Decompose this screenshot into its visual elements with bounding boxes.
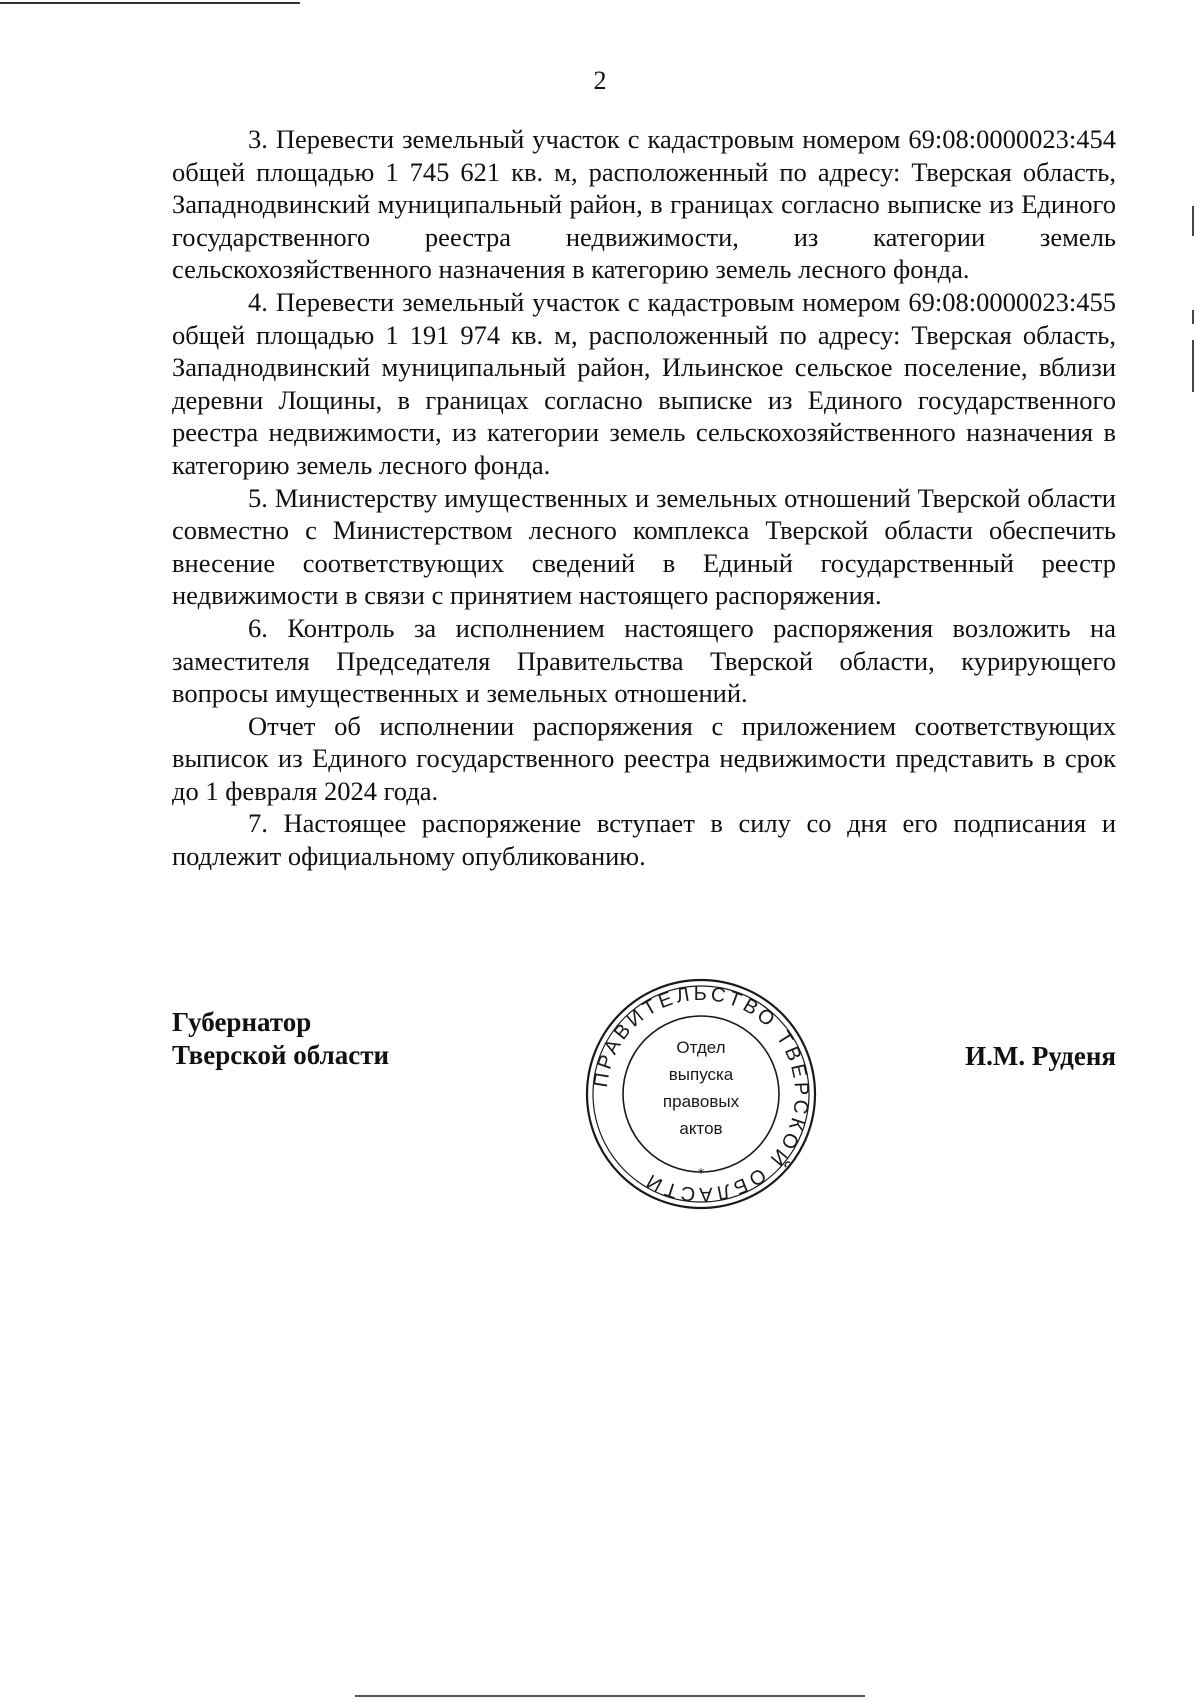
seal-ring-textpath: ПРАВИТЕЛЬСТВО ТВЕРСКОЙ ОБЛАСТИ [589,982,813,1206]
official-seal-stamp [584,977,818,1211]
scan-bottom-edge-line [355,1695,865,1697]
scan-margin-mark [1192,340,1194,392]
paragraph-item-5: 5. Министерству имущественных и земельных отношений Тверской области совместно с Министерством лесного комплекса Тверской области обеспечить внесение соответствующих сведений в Единый государственный реестр недвижимости в связи с принятием настоящего распоряжения. [172,482,1116,611]
seal-center-line3: правовых [662,1092,740,1111]
signatory-title [172,1006,389,1072]
signatory-title-line2: Тверской области [172,1040,390,1070]
seal-center-line1: Отдел [676,1038,726,1057]
paragraph-report: Отчет об исполнении распоряжения с приложением соответствующих выписок из Единого государственного реестра недвижимости представить в срок до 1 февраля 2024 года. [172,710,1116,806]
paragraph-item-6: 6. Контроль за исполнением настоящего распоряжения возложить на заместителя Председателя Правительства Тверской области, курирующего вопросы имущественных и земельных отношений. [172,612,1116,709]
seal-center-text [584,1034,818,1142]
scan-top-edge-line [0,2,300,4]
seal-star-icon: * [697,1167,705,1182]
signatory-title-line1: Губернатор [172,1007,312,1037]
paragraph-item-4: 4. Перевести земельный участок с кадастровым номером 69:08:0000023:455 общей площадью 1 191 974 кв. м, расположенный по адресу: Тверская область, Западнодвинский муниципальный район, Ильинское сельское поселение, вблизи деревни Лощины, в границах согласно выписке из Единого государственного реестра недвижимости, из категории земель сельскохозяйственного назначения в категорию земель лесного фонда. [172,286,1116,480]
paragraph-item-7: 7. Настоящее распоряжение вступает в силу со дня его подписания и подлежит официальному опубликованию. [172,808,1116,872]
page-number: 2 [593,66,607,95]
document-body [172,123,1116,873]
scan-margin-mark [1192,310,1194,324]
signatory-name: И.М. Руденя [965,1041,1116,1071]
scan-margin-mark [1192,206,1194,236]
seal-center-line2: выпуска [668,1065,734,1084]
paragraph-item-3: 3. Перевести земельный участок с кадастровым номером 69:08:0000023:454 общей площадью 1 745 621 кв. м, расположенный по адресу: Тверская область, Западнодвинский муниципальный район, в границах согласно выписке из Единого государственного реестра недвижимости, из категории земель сельскохозяйственного назначения в категорию земель лесного фонда. [172,124,1116,285]
seal-center-line4: актов [679,1119,723,1138]
